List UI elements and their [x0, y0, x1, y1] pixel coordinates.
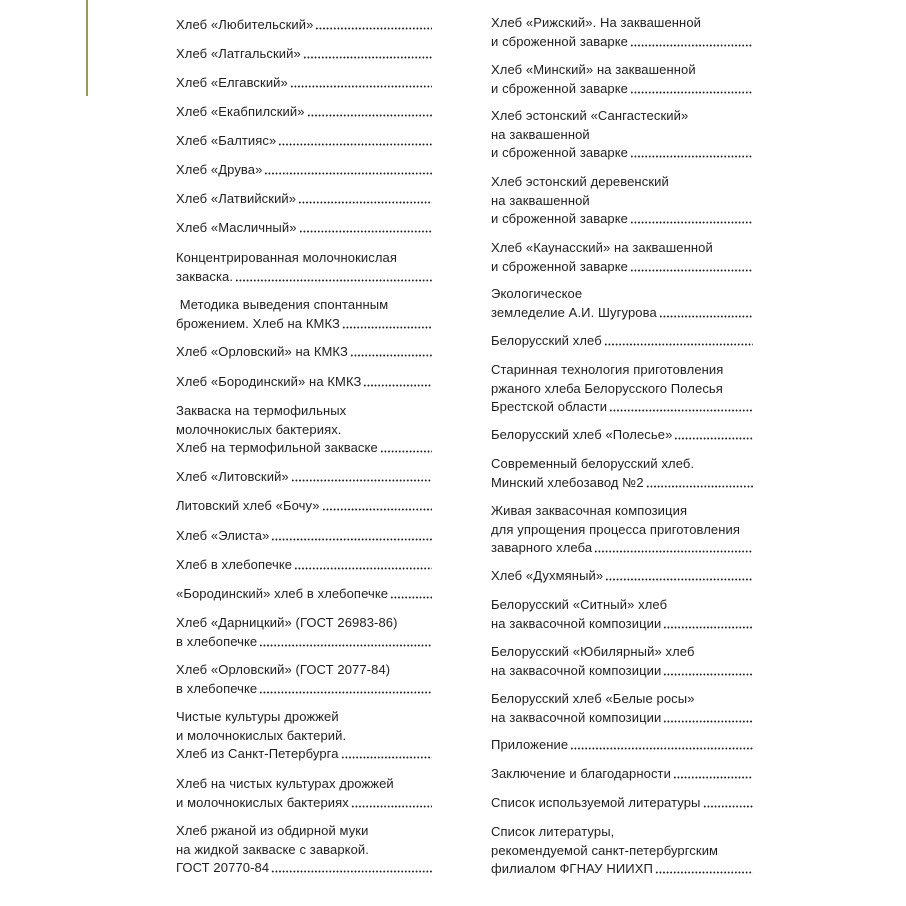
toc-entry-line — [491, 794, 753, 813]
toc-entry[interactable] — [491, 567, 753, 586]
toc-entry-text: Хлеб на термофильной закваске — [176, 440, 378, 455]
toc-entry-text: и молочнокислых бактерий. — [176, 727, 347, 743]
toc-entry-text: Старинная технология приготовления — [491, 362, 724, 377]
toc-entry-line — [176, 822, 432, 841]
toc-entry-text: и молочнокислых бактериях — [176, 794, 349, 810]
toc-entry[interactable] — [491, 61, 753, 98]
toc-entry-line — [491, 662, 753, 681]
toc-entry-text: Хлеб из Санкт-Петербурга — [176, 746, 339, 761]
toc-entry-text: ржаного хлеба Белорусского Полесья — [491, 380, 723, 396]
toc-entry-text: молочнокислых бактериях. — [176, 421, 342, 437]
toc-entry[interactable] — [491, 239, 753, 276]
toc-entry-text: Хлеб «Литовский» — [176, 469, 289, 484]
toc-entry-text: Белорусский хлеб «Полесье» — [491, 427, 673, 442]
toc-entry-line — [491, 426, 753, 445]
toc-entry-text: на жидкой закваске с заваркой. — [176, 841, 370, 857]
toc-entry-line — [491, 61, 753, 80]
toc-entry-text: Хлеб «Рижский». На заквашенной — [491, 15, 702, 30]
toc-entry[interactable] — [491, 285, 753, 322]
toc-entry[interactable] — [176, 249, 432, 286]
toc-entry-text: на заквашенной — [491, 126, 590, 142]
toc-entry-line — [176, 708, 432, 727]
toc-entry-text: Белорусский «Ситный» хлеб — [491, 597, 668, 612]
toc-entry-line — [176, 439, 432, 458]
toc-entry[interactable] — [176, 373, 432, 392]
toc-entry[interactable] — [176, 190, 432, 209]
toc-entry-text: Литовский хлеб «Бочу» — [176, 498, 320, 513]
toc-entry-line — [491, 285, 753, 304]
toc-entry-line — [491, 736, 753, 755]
toc-entry-text: Хлеб «Орловский» (ГОСТ 2077-84) — [176, 662, 391, 677]
toc-entry-text: брожением. Хлеб на КМКЗ — [176, 315, 340, 331]
toc-entry-line — [176, 527, 432, 546]
toc-entry-line — [176, 296, 432, 315]
toc-entry-line — [176, 373, 432, 392]
toc-entry-line — [176, 402, 432, 421]
toc-entry-line — [176, 268, 432, 287]
toc-entry-line — [176, 794, 432, 813]
toc-entry-line — [176, 103, 432, 122]
toc-entry-text: Хлеб на чистых культурах дрожжей — [176, 776, 394, 791]
toc-entry-text: Белорусский «Юбилярный» хлеб — [491, 644, 695, 659]
toc-entry[interactable] — [491, 643, 753, 680]
toc-entry-text: в хлебопечке — [176, 680, 258, 696]
toc-entry-text: Хлеб «Латгальский» — [176, 46, 301, 61]
toc-entry[interactable] — [176, 343, 432, 362]
toc-entry[interactable] — [491, 502, 753, 558]
toc-entry-text: Хлеб «Балтияс» — [176, 133, 277, 148]
toc-entry-line — [176, 219, 432, 238]
toc-entry-text: Хлеб «Бородинский» на КМКЗ — [176, 374, 362, 389]
toc-entry-line — [491, 521, 753, 540]
toc-entry[interactable] — [491, 736, 753, 755]
toc-entry-text: «Бородинский» хлеб в хлебопечке — [176, 586, 389, 601]
toc-entry-text: Хлеб «Орловский» на КМКЗ — [176, 344, 348, 359]
toc-entry-text: Брестской области — [491, 399, 608, 414]
toc-entry-text: на заквашенной — [491, 192, 590, 208]
toc-entry-text: на заквасочной композиции — [491, 662, 662, 678]
toc-entry[interactable] — [176, 103, 432, 122]
toc-entry-text: заварного хлеба — [491, 540, 593, 555]
toc-entry-text: и сброженной заварке — [491, 258, 628, 274]
toc-entry-text: Методика выведения спонтанным — [176, 297, 389, 312]
toc-entry-line — [491, 210, 753, 229]
toc-entry-line — [491, 380, 753, 399]
toc-entry-text: Современный белорусский хлеб. — [491, 456, 695, 471]
toc-entry-line — [491, 144, 753, 163]
toc-entry-line — [176, 468, 432, 487]
toc-entry[interactable] — [176, 219, 432, 238]
toc-entry-text: Список используемой литературы — [491, 795, 701, 810]
toc-entry-line — [176, 421, 432, 440]
toc-entry-line — [491, 690, 753, 709]
toc-entry[interactable] — [176, 661, 432, 698]
accent-bar — [86, 0, 88, 96]
toc-entry-line — [491, 502, 753, 521]
toc-entry-line — [491, 192, 753, 211]
toc-entry[interactable] — [176, 402, 432, 458]
toc-entry-line — [176, 249, 432, 268]
toc-entry-line — [176, 315, 432, 334]
toc-entry-text: Хлеб «Духмяный» — [491, 568, 604, 583]
toc-entry[interactable] — [176, 161, 432, 180]
toc-entry-text: Хлеб «Елгавский» — [176, 75, 288, 90]
toc-entry-line — [491, 455, 753, 474]
toc-entry-text: Хлеб «Минский» на заквашенной — [491, 62, 696, 77]
toc-entry-text: Белорусский хлеб — [491, 333, 602, 348]
toc-entry-line — [491, 567, 753, 586]
toc-entry-line — [176, 841, 432, 860]
toc-entry-line — [176, 497, 432, 516]
toc-entry-text: Хлеб «Дарницкий» (ГОСТ 26983-86) — [176, 615, 398, 630]
toc-entry[interactable] — [491, 107, 753, 163]
toc-entry-text: Минский хлебозавод №2 — [491, 474, 644, 490]
toc-entry-text: Концентрированная молочнокислая — [176, 250, 397, 265]
toc-entry[interactable] — [491, 823, 753, 879]
toc-entry[interactable] — [491, 596, 753, 633]
toc-entry-text: и сброженной заварке — [491, 33, 628, 49]
toc-entry[interactable] — [491, 455, 753, 492]
toc-entry-text: Закваска на термофильных — [176, 403, 347, 418]
toc-entry-line — [491, 239, 753, 258]
toc-entry-line — [491, 765, 753, 784]
toc-entry-text: Заключение и благодарности — [491, 766, 671, 781]
toc-entry-text: и сброженной заварке — [491, 80, 628, 96]
toc-entry-text: филиалом ФГНАУ НИИХП — [491, 861, 653, 876]
toc-entry-line — [491, 842, 753, 861]
toc-entry[interactable] — [176, 296, 432, 333]
toc-entry-line — [176, 614, 432, 633]
toc-entry[interactable] — [176, 468, 432, 487]
toc-entry-text: Хлеб ржаной из обдирной муки — [176, 823, 369, 838]
toc-entry-line — [176, 859, 432, 878]
toc-entry-text: Экологическое — [491, 286, 583, 301]
toc-entry-text: для упрощения процесса приготовления — [491, 521, 741, 537]
toc-entry-line — [176, 727, 432, 746]
toc-entry-text: Хлеб эстонский «Сангастеский» — [491, 108, 689, 123]
toc-entry-line — [491, 126, 753, 145]
toc-entry-line — [491, 258, 753, 277]
toc-entry-line — [491, 615, 753, 634]
toc-entry[interactable] — [176, 132, 432, 151]
toc-entry-text: Хлеб «Екабпилский» — [176, 104, 305, 119]
toc-entry-text: ГОСТ 20770-84 — [176, 860, 270, 875]
toc-entry[interactable] — [491, 690, 753, 727]
toc-entry-line — [176, 45, 432, 64]
toc-entry[interactable] — [491, 765, 753, 784]
toc-entry[interactable] — [176, 527, 432, 546]
toc-entry-line — [176, 585, 432, 604]
toc-entry-line — [491, 361, 753, 380]
toc-entry-text: на заквасочной композиции — [491, 709, 662, 725]
toc-entry-text: Хлеб эстонский деревенский — [491, 174, 669, 189]
toc-entry-line — [176, 16, 432, 35]
toc-entry-text: Хлеб «Каунасский» на заквашенной — [491, 240, 713, 255]
toc-entry-line — [491, 709, 753, 728]
toc-entry-line — [176, 343, 432, 362]
toc-entry-line — [491, 860, 753, 879]
toc-entry[interactable] — [176, 556, 432, 575]
toc-entry-line — [176, 633, 432, 652]
toc-entry[interactable] — [176, 614, 432, 651]
toc-entry-line — [176, 132, 432, 151]
toc-entry-text: и сброженной заварке — [491, 211, 628, 226]
toc-entry-text: Хлеб «Друва» — [176, 162, 263, 177]
toc-entry-text: закваска. — [176, 268, 234, 284]
toc-entry-line — [176, 775, 432, 794]
toc-entry[interactable] — [176, 585, 432, 604]
toc-entry-line — [176, 680, 432, 699]
toc-entry-text: Список литературы, — [491, 824, 615, 839]
toc-entry-text: и сброженной заварке — [491, 145, 628, 160]
toc-entry-line — [176, 556, 432, 575]
toc-entry[interactable] — [491, 426, 753, 445]
toc-entry-line — [491, 332, 753, 351]
toc-entry[interactable] — [491, 361, 753, 417]
toc-entry-line — [176, 745, 432, 764]
toc-entry[interactable] — [176, 45, 432, 64]
toc-entry-text: Живая заквасочная композиция — [491, 503, 688, 518]
toc-entry-line — [176, 661, 432, 680]
toc-entry-line — [491, 643, 753, 662]
toc-entry-text: Хлеб «Латвийский» — [176, 191, 297, 206]
toc-entry-line — [491, 304, 753, 323]
toc-entry-line — [176, 74, 432, 93]
toc-entry-line — [491, 107, 753, 126]
toc-entry-text: Белорусский хлеб «Белые росы» — [491, 691, 695, 706]
toc-entry[interactable] — [176, 822, 432, 878]
toc-entry-text: земледелие А.И. Шугурова — [491, 304, 657, 320]
toc-entry[interactable] — [491, 173, 753, 229]
toc-entry-text: Хлеб «Любительский» — [176, 17, 314, 32]
toc-entry[interactable] — [491, 794, 753, 813]
toc-entry-line — [491, 823, 753, 842]
toc-entry-line — [491, 33, 753, 52]
toc-entry-text: в хлебопечке — [176, 633, 258, 649]
toc-entry[interactable] — [176, 497, 432, 516]
toc-entry[interactable] — [176, 16, 432, 35]
toc-entry[interactable] — [176, 74, 432, 93]
toc-entry-text: Хлеб «Элиста» — [176, 528, 270, 543]
toc-entry-line — [176, 161, 432, 180]
toc-entry-line — [491, 398, 753, 417]
toc-entry[interactable] — [491, 14, 753, 51]
toc-entry-text: рекомендуемой санкт-петербургским — [491, 842, 719, 858]
toc-entry-text: на заквасочной композиции — [491, 615, 662, 631]
toc-entry-text: Приложение — [491, 737, 569, 752]
toc-entry-text: Хлеб в хлебопечке — [176, 557, 293, 572]
toc-entry-line — [491, 539, 753, 558]
toc-entry-line — [176, 190, 432, 209]
toc-entry[interactable] — [491, 332, 753, 351]
toc-entry[interactable] — [176, 775, 432, 812]
toc-entry-line — [491, 80, 753, 99]
toc-entry-line — [491, 474, 753, 493]
toc-entry[interactable] — [176, 708, 432, 764]
toc-entry-text: Чистые культуры дрожжей — [176, 709, 339, 724]
toc-entry-line — [491, 596, 753, 615]
toc-entry-line — [491, 173, 753, 192]
toc-entry-line — [491, 14, 753, 33]
toc-entry-text: Хлеб «Масличный» — [176, 220, 297, 235]
